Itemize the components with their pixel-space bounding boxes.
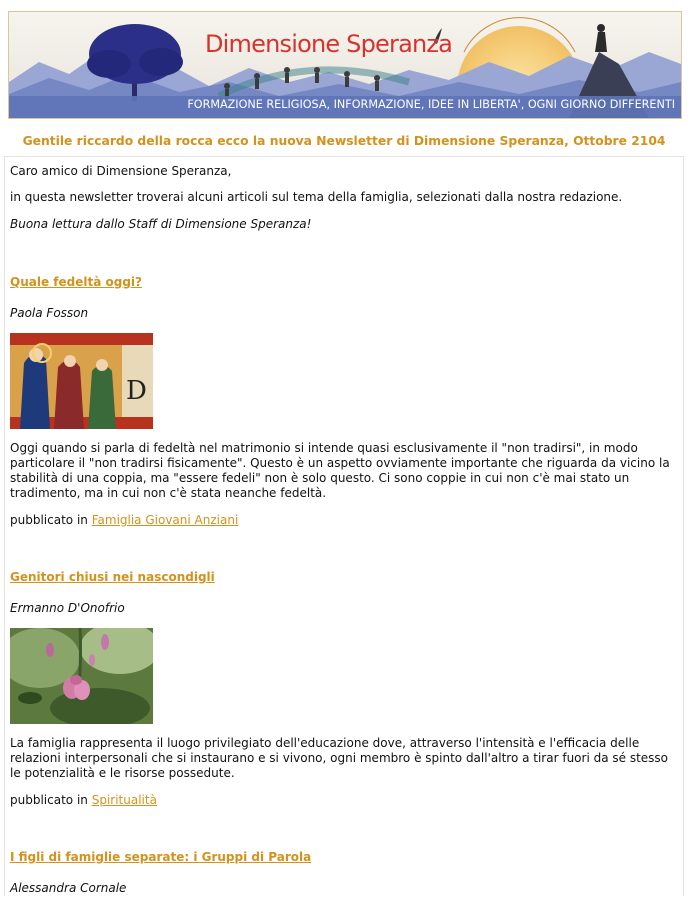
article	[10, 275, 678, 528]
article-author: Alessandra Cornale	[10, 881, 127, 895]
published-in-label: pubblicato in	[10, 793, 88, 807]
article-published-in	[10, 793, 678, 808]
article-title-link[interactable]: I figli di famiglie separate: i Gruppi di Parola	[10, 850, 312, 864]
newsletter-subtitle-row	[4, 119, 684, 157]
article-category-link[interactable]: Spiritualità	[91, 793, 157, 807]
article-excerpt: Oggi quando si parla di fedeltà nel matrimonio si intende quasi esclusivamente il "non tradirsi", in modo particolare il "non tradirsi fisicamente". Questo è un aspetto ovviamente importante che riguarda da vicino la stabilità di una coppia, ma "essere fedeli" non è solo questo. Ci sono coppie in cui non c'è mai stato un tradimento, ma in cui non c'è stata neanche fedeltà.	[10, 441, 670, 500]
article	[10, 850, 678, 896]
article-author: Ermanno D'Onofrio	[10, 601, 125, 615]
article	[10, 570, 678, 808]
published-in-label: pubblicato in	[10, 513, 88, 527]
newsletter-subtitle: Gentile riccardo della rocca ecco la nuova Newsletter di Dimensione Speranza, Ottobre 2104	[22, 134, 666, 148]
site-logo-title: Dimensione Speranza	[205, 30, 453, 58]
pink-lily-flowers-image[interactable]	[10, 628, 153, 724]
article-excerpt: La famiglia rappresenta il luogo privilegiato dell'educazione dove, attraverso l'intensità e l'efficacia delle relazioni interpersonali che si instaurano e si vivono, ogni membro è spinto dall'altro a tirar fuori da sé stesso le potenzialità e le risorse possedute.	[10, 736, 669, 780]
intro-body: in questa newsletter troverai alcuni articoli sul tema della famiglia, selezionati dalla nostra redazione.	[10, 190, 623, 204]
article-category-link[interactable]: Famiglia Giovani Anziani	[91, 513, 239, 527]
intro-greeting: Caro amico di Dimensione Speranza,	[10, 164, 232, 178]
article-title-link[interactable]: Genitori chiusi nei nascondigli	[10, 570, 215, 584]
header-banner	[8, 11, 682, 119]
article-author: Paola Fosson	[10, 306, 89, 320]
medieval-illumination-image[interactable]	[10, 333, 153, 429]
svg-text:D: D	[126, 376, 147, 406]
article-title-link[interactable]: Quale fedeltà oggi?	[10, 275, 142, 289]
newsletter-content	[4, 157, 684, 896]
site-tagline: FORMAZIONE RELIGIOSA, INFORMAZIONE, IDEE IN LIBERTA', OGNI GIORNO DIFFERENTI	[187, 98, 675, 111]
intro-signoff: Buona lettura dallo Staff di Dimensione Speranza!	[10, 217, 312, 231]
article-published-in	[10, 513, 678, 528]
